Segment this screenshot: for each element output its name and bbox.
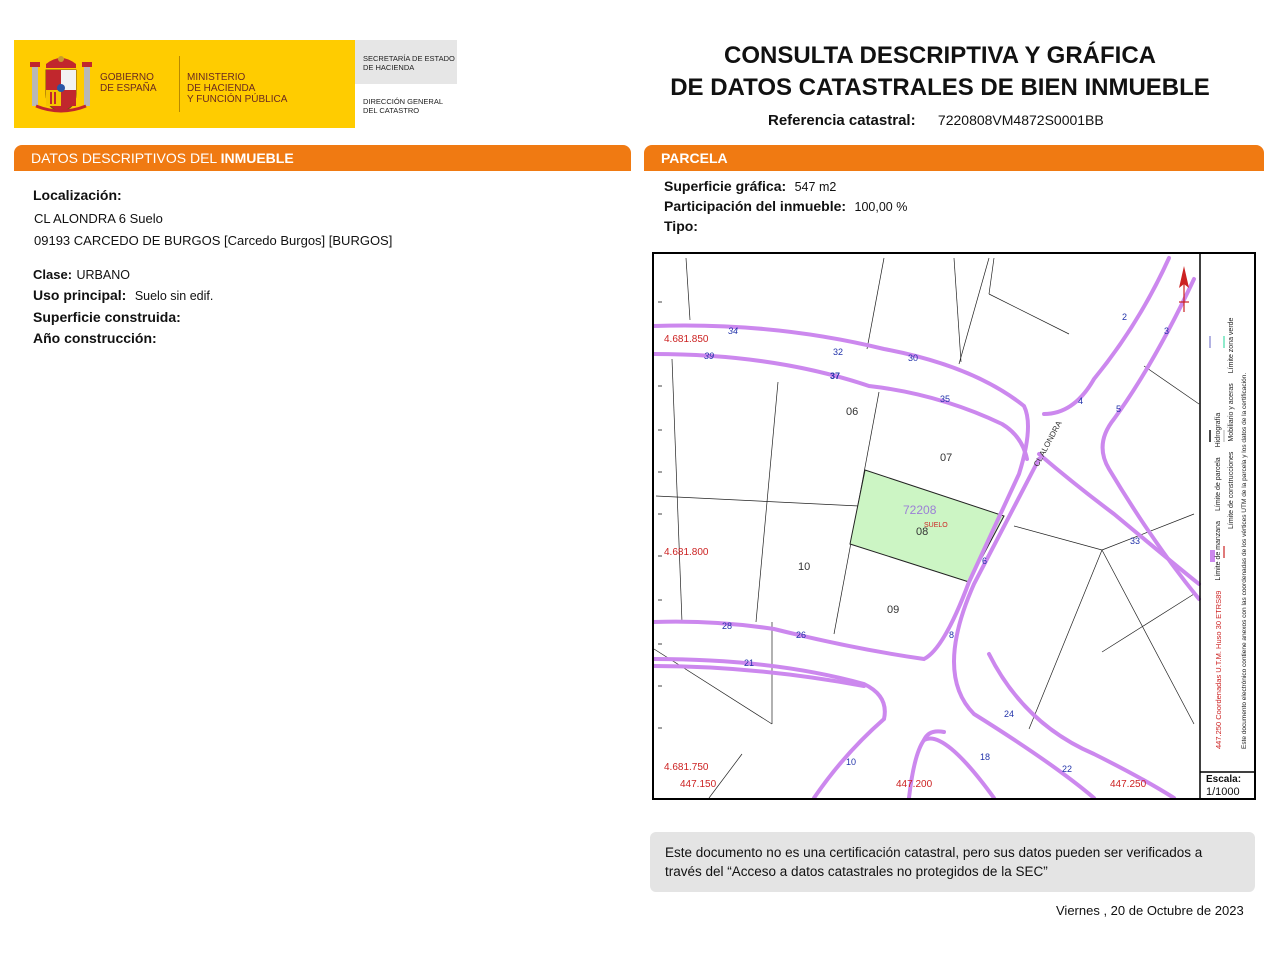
coord-x-label: 447.200	[896, 779, 933, 790]
house-number: 5	[1116, 404, 1122, 414]
house-number: 22	[1062, 764, 1073, 774]
ref-value: 7220808VM4872S0001BB	[937, 112, 1104, 128]
gov-name-line2: DE ESPAÑA	[100, 83, 157, 94]
participacion-label: Participación del inmueble:	[664, 198, 847, 214]
coord-y-label: 4.681.750	[664, 762, 709, 773]
scale-value: 1/1000	[1206, 786, 1240, 798]
coord-y-label: 4.681.800	[664, 547, 709, 558]
clase-label: Clase:	[33, 267, 73, 282]
house-number: 2	[1122, 312, 1128, 322]
cadastral-map	[652, 252, 1256, 800]
descriptivos-section-header	[14, 145, 631, 169]
logo-divider	[179, 56, 180, 112]
legend-construcciones: Límite de construcciones	[1228, 451, 1235, 529]
title-line2: DE DATOS CATASTRALES DE BIEN INMUEBLE	[670, 74, 1210, 101]
superficie-label: Superficie gráfica:	[664, 178, 787, 194]
house-number: 8	[949, 630, 955, 640]
descriptivos-title-prefix: DATOS DESCRIPTIVOS DEL	[31, 150, 221, 166]
disclaimer-box	[650, 832, 1255, 892]
secretaria-block	[355, 40, 457, 128]
parcel-subtitle: SUELO	[924, 522, 948, 529]
house-number: 3	[1164, 326, 1170, 336]
house-number: 4	[1078, 396, 1084, 406]
secretaria-line1: SECRETARÍA DE ESTADO	[363, 54, 455, 63]
superficie-construida-label: Superficie construida:	[33, 309, 181, 325]
house-number: 28	[722, 621, 733, 631]
document-title	[640, 40, 1240, 104]
address-line1: CL ALONDRA 6 Suelo	[34, 211, 163, 226]
participacion-value: 100,00 %	[854, 200, 908, 214]
gov-name-line1: GOBIERNO	[100, 72, 154, 83]
localizacion-label: Localización:	[33, 187, 122, 203]
house-number: 39	[704, 351, 715, 361]
descriptivos-underline	[14, 169, 631, 171]
coord-x-label: 447.150	[680, 779, 717, 790]
clase-row	[33, 266, 130, 284]
plot-number: 06	[846, 406, 859, 418]
house-number: 37	[830, 371, 841, 381]
secretaria-line2: DE HACIENDA	[363, 63, 415, 72]
house-number: 35	[940, 394, 951, 404]
disclaimer-line2: través del “Acceso a datos catastrales no protegidos de la SEC”	[665, 864, 1048, 879]
street-name-label: CL ALONDRA	[1032, 419, 1064, 469]
uso-label: Uso principal:	[33, 287, 127, 303]
plot-number: 10	[798, 561, 811, 573]
house-number: 6	[982, 556, 988, 566]
document-date: Viernes , 20 de Octubre de 2023	[1056, 903, 1244, 918]
clase-value: URBANO	[76, 268, 130, 282]
catastral-reference	[768, 112, 1104, 129]
scale-label: Escala:	[1206, 774, 1242, 785]
house-number: 24	[1004, 709, 1015, 719]
coat-of-arms-icon	[28, 52, 94, 116]
address-line2: 09193 CARCEDO DE BURGOS [Carcedo Burgos] [BURGOS]	[34, 233, 393, 248]
house-number: 30	[908, 353, 919, 363]
coord-y-label: 4.681.850	[664, 334, 709, 345]
direccion-line1: DIRECCIÓN GENERAL	[363, 97, 444, 106]
ref-label: Referencia catastral:	[768, 112, 916, 129]
plot-number: 08	[916, 526, 929, 538]
house-number: 18	[980, 752, 991, 762]
direccion-line2: DEL CATASTRO	[363, 106, 420, 115]
legend-coords-note: 447.250 Coordenadas U.T.M. Huso 30 ETRS89	[1214, 590, 1223, 749]
house-number: 21	[744, 658, 755, 668]
parcela-title: PARCELA	[661, 150, 728, 166]
superficie-value: 547 m2	[794, 180, 837, 194]
plot-number: 07	[940, 452, 953, 464]
legend-electronic-note: Este documento electrónico contiene anexos con las coordenadas de los vértices UTM de la parcela y los datos de la certificación.	[1241, 372, 1248, 749]
anio-construccion-label: Año construcción:	[33, 330, 157, 346]
legend-hidrografia: Hidrografía	[1215, 412, 1222, 448]
house-number: 26	[796, 630, 807, 640]
parcel-block-number: 72208	[903, 503, 937, 517]
parcela-underline	[644, 169, 1264, 171]
uso-row	[33, 287, 213, 305]
house-number: 33	[1130, 536, 1141, 546]
house-number: 32	[833, 347, 844, 357]
legend-mobiliario: Mobiliario y aceras	[1228, 383, 1235, 442]
legend-manzana: Límite de manzana	[1215, 521, 1222, 581]
disclaimer-line1: Este documento no es una certificación catastral, pero sus datos pueden ser verificados a	[665, 845, 1203, 860]
government-logo-banner	[14, 40, 355, 128]
legend-column	[1212, 318, 1251, 749]
title-line1: CONSULTA DESCRIPTIVA Y GRÁFICA	[723, 42, 1157, 69]
coord-x-label: 447.250	[1110, 779, 1147, 790]
uso-value: Suelo sin edif.	[134, 289, 214, 303]
legend-zona-verde: Límite zona verde	[1228, 317, 1235, 374]
superficie-row	[664, 178, 836, 196]
legend-parcela: Límite de parcela	[1215, 457, 1222, 512]
house-number: 34	[728, 326, 739, 336]
descriptivos-title-bold: INMUEBLE	[220, 150, 294, 166]
ministry-line3: Y FUNCIÓN PÚBLICA	[187, 94, 288, 105]
participacion-row	[664, 198, 907, 216]
ministry-line1: MINISTERIO	[187, 72, 246, 83]
plot-number: 09	[887, 604, 900, 616]
tipo-label: Tipo:	[664, 218, 698, 234]
parcela-section-header	[644, 145, 1264, 169]
ministry-line2: DE HACIENDA	[187, 83, 256, 94]
house-number: 10	[846, 757, 857, 767]
